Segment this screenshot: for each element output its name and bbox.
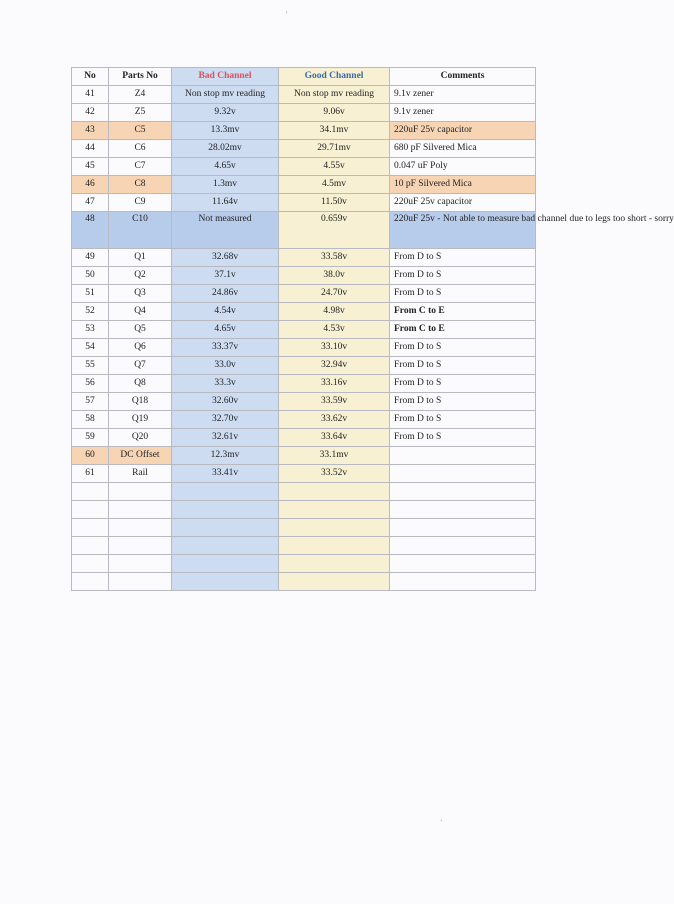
row-part: C9 — [109, 194, 172, 212]
row-no: 54 — [72, 339, 109, 357]
row-no: 56 — [72, 375, 109, 393]
table-row — [72, 104, 536, 122]
row-good-value: 29.71mv — [279, 140, 390, 158]
row-part: C6 — [109, 140, 172, 158]
table-row — [72, 465, 536, 483]
row-no: 46 — [72, 176, 109, 194]
row-bad-value: 13.3mv — [172, 122, 279, 140]
row-good-value: 4.98v — [279, 303, 390, 321]
row-good-value: 33.16v — [279, 375, 390, 393]
table-row — [72, 321, 536, 339]
row-no: 45 — [72, 158, 109, 176]
row-bad-value: Not measured — [172, 212, 279, 249]
table-row-highlighted — [72, 122, 536, 140]
row-comment: 680 pF Silvered Mica — [390, 140, 536, 158]
row-no: 50 — [72, 267, 109, 285]
row-comment: 10 pF Silvered Mica — [390, 176, 536, 194]
row-comment: 9.1v zener — [390, 104, 536, 122]
table-row-highlighted — [72, 447, 536, 465]
row-bad-value: 37.1v — [172, 267, 279, 285]
row-no: 60 — [72, 447, 109, 465]
header-comments: Comments — [390, 68, 536, 86]
empty-row — [72, 483, 536, 501]
row-comment: From C to E — [390, 303, 536, 321]
table-row-highlighted — [72, 212, 536, 249]
empty-row — [72, 537, 536, 555]
row-bad-value: Non stop mv reading — [172, 86, 279, 104]
row-part: Q5 — [109, 321, 172, 339]
row-good-value: 11.50v — [279, 194, 390, 212]
row-comment: From D to S — [390, 357, 536, 375]
row-part: Q18 — [109, 393, 172, 411]
row-part: C8 — [109, 176, 172, 194]
table-row — [72, 267, 536, 285]
row-comment: From D to S — [390, 249, 536, 267]
table-row — [72, 339, 536, 357]
row-no: 52 — [72, 303, 109, 321]
row-part: Q1 — [109, 249, 172, 267]
row-comment: From D to S — [390, 393, 536, 411]
row-no: 58 — [72, 411, 109, 429]
table-row — [72, 357, 536, 375]
empty-row — [72, 555, 536, 573]
row-good-value: 38.0v — [279, 267, 390, 285]
row-comment: 220uF 25v capacitor — [390, 194, 536, 212]
row-part: DC Offset — [109, 447, 172, 465]
row-comment: From D to S — [390, 375, 536, 393]
row-part: Z4 — [109, 86, 172, 104]
row-part: Q20 — [109, 429, 172, 447]
row-good-value: 33.10v — [279, 339, 390, 357]
header-bad-channel: Bad Channel — [172, 68, 279, 86]
row-bad-value: 32.68v — [172, 249, 279, 267]
row-no: 47 — [72, 194, 109, 212]
row-comment: From D to S — [390, 429, 536, 447]
row-good-value: Non stop mv reading — [279, 86, 390, 104]
header-row — [72, 68, 536, 86]
header-parts-no: Parts No — [109, 68, 172, 86]
row-part: Q4 — [109, 303, 172, 321]
row-comment: 220uF 25v - Not able to measure bad channel due to legs too short - sorry — [390, 212, 536, 249]
row-bad-value: 1.3mv — [172, 176, 279, 194]
row-good-value: 9.06v — [279, 104, 390, 122]
row-good-value: 33.59v — [279, 393, 390, 411]
row-good-value: 33.58v — [279, 249, 390, 267]
row-no: 61 — [72, 465, 109, 483]
row-comment: 220uF 25v capacitor — [390, 122, 536, 140]
table-row-highlighted — [72, 176, 536, 194]
row-no: 51 — [72, 285, 109, 303]
row-part: Q6 — [109, 339, 172, 357]
row-bad-value: 4.65v — [172, 321, 279, 339]
empty-row — [72, 573, 536, 591]
empty-row — [72, 519, 536, 537]
row-bad-value: 32.60v — [172, 393, 279, 411]
row-comment: From D to S — [390, 339, 536, 357]
row-good-value: 4.5mv — [279, 176, 390, 194]
row-no: 48 — [72, 212, 109, 249]
row-part: Q19 — [109, 411, 172, 429]
table-row — [72, 194, 536, 212]
row-bad-value: 28.02mv — [172, 140, 279, 158]
row-bad-value: 32.61v — [172, 429, 279, 447]
row-comment: From D to S — [390, 267, 536, 285]
scan-speck: ' — [286, 10, 288, 19]
row-part: C5 — [109, 122, 172, 140]
table-row — [72, 158, 536, 176]
row-part: Q8 — [109, 375, 172, 393]
row-bad-value: 4.54v — [172, 303, 279, 321]
row-part: Q7 — [109, 357, 172, 375]
row-comment: 0.047 uF Poly — [390, 158, 536, 176]
row-part: Rail — [109, 465, 172, 483]
header-no: No — [72, 68, 109, 86]
measurement-table — [71, 67, 674, 591]
row-comment: From C to E — [390, 321, 536, 339]
row-no: 43 — [72, 122, 109, 140]
row-part: C10 — [109, 212, 172, 249]
table-row — [72, 303, 536, 321]
table-row — [72, 249, 536, 267]
row-bad-value: 24.86v — [172, 285, 279, 303]
row-part: C7 — [109, 158, 172, 176]
row-good-value: 33.52v — [279, 465, 390, 483]
row-comment: From D to S — [390, 411, 536, 429]
row-good-value: 33.1mv — [279, 447, 390, 465]
row-comment: From D to S — [390, 285, 536, 303]
row-bad-value: 33.41v — [172, 465, 279, 483]
table-row — [72, 411, 536, 429]
row-bad-value: 33.0v — [172, 357, 279, 375]
table-row — [72, 429, 536, 447]
row-good-value: 4.55v — [279, 158, 390, 176]
table-row — [72, 393, 536, 411]
row-part: Z5 — [109, 104, 172, 122]
row-good-value: 33.62v — [279, 411, 390, 429]
row-comment: 9.1v zener — [390, 86, 536, 104]
row-bad-value: 12.3mv — [172, 447, 279, 465]
row-part: Q2 — [109, 267, 172, 285]
header-good-channel: Good Channel — [279, 68, 390, 86]
scan-speck: ˏ — [440, 812, 443, 821]
row-bad-value: 9.32v — [172, 104, 279, 122]
row-no: 57 — [72, 393, 109, 411]
row-bad-value: 33.3v — [172, 375, 279, 393]
table-row — [72, 86, 536, 104]
row-comment-empty — [390, 465, 536, 483]
empty-row — [72, 501, 536, 519]
table-row — [72, 285, 536, 303]
row-good-value: 33.64v — [279, 429, 390, 447]
row-part: Q3 — [109, 285, 172, 303]
row-no: 41 — [72, 86, 109, 104]
row-no: 53 — [72, 321, 109, 339]
row-no: 55 — [72, 357, 109, 375]
table-row — [72, 375, 536, 393]
row-good-value: 0.659v — [279, 212, 390, 249]
row-bad-value: 11.64v — [172, 194, 279, 212]
row-good-value: 34.1mv — [279, 122, 390, 140]
row-bad-value: 4.65v — [172, 158, 279, 176]
row-good-value: 24.70v — [279, 285, 390, 303]
row-no: 42 — [72, 104, 109, 122]
row-no: 44 — [72, 140, 109, 158]
row-no: 49 — [72, 249, 109, 267]
row-comment-empty — [390, 447, 536, 465]
row-bad-value: 32.70v — [172, 411, 279, 429]
row-good-value: 32.94v — [279, 357, 390, 375]
row-bad-value: 33.37v — [172, 339, 279, 357]
row-no: 59 — [72, 429, 109, 447]
table-row — [72, 140, 536, 158]
row-good-value: 4.53v — [279, 321, 390, 339]
